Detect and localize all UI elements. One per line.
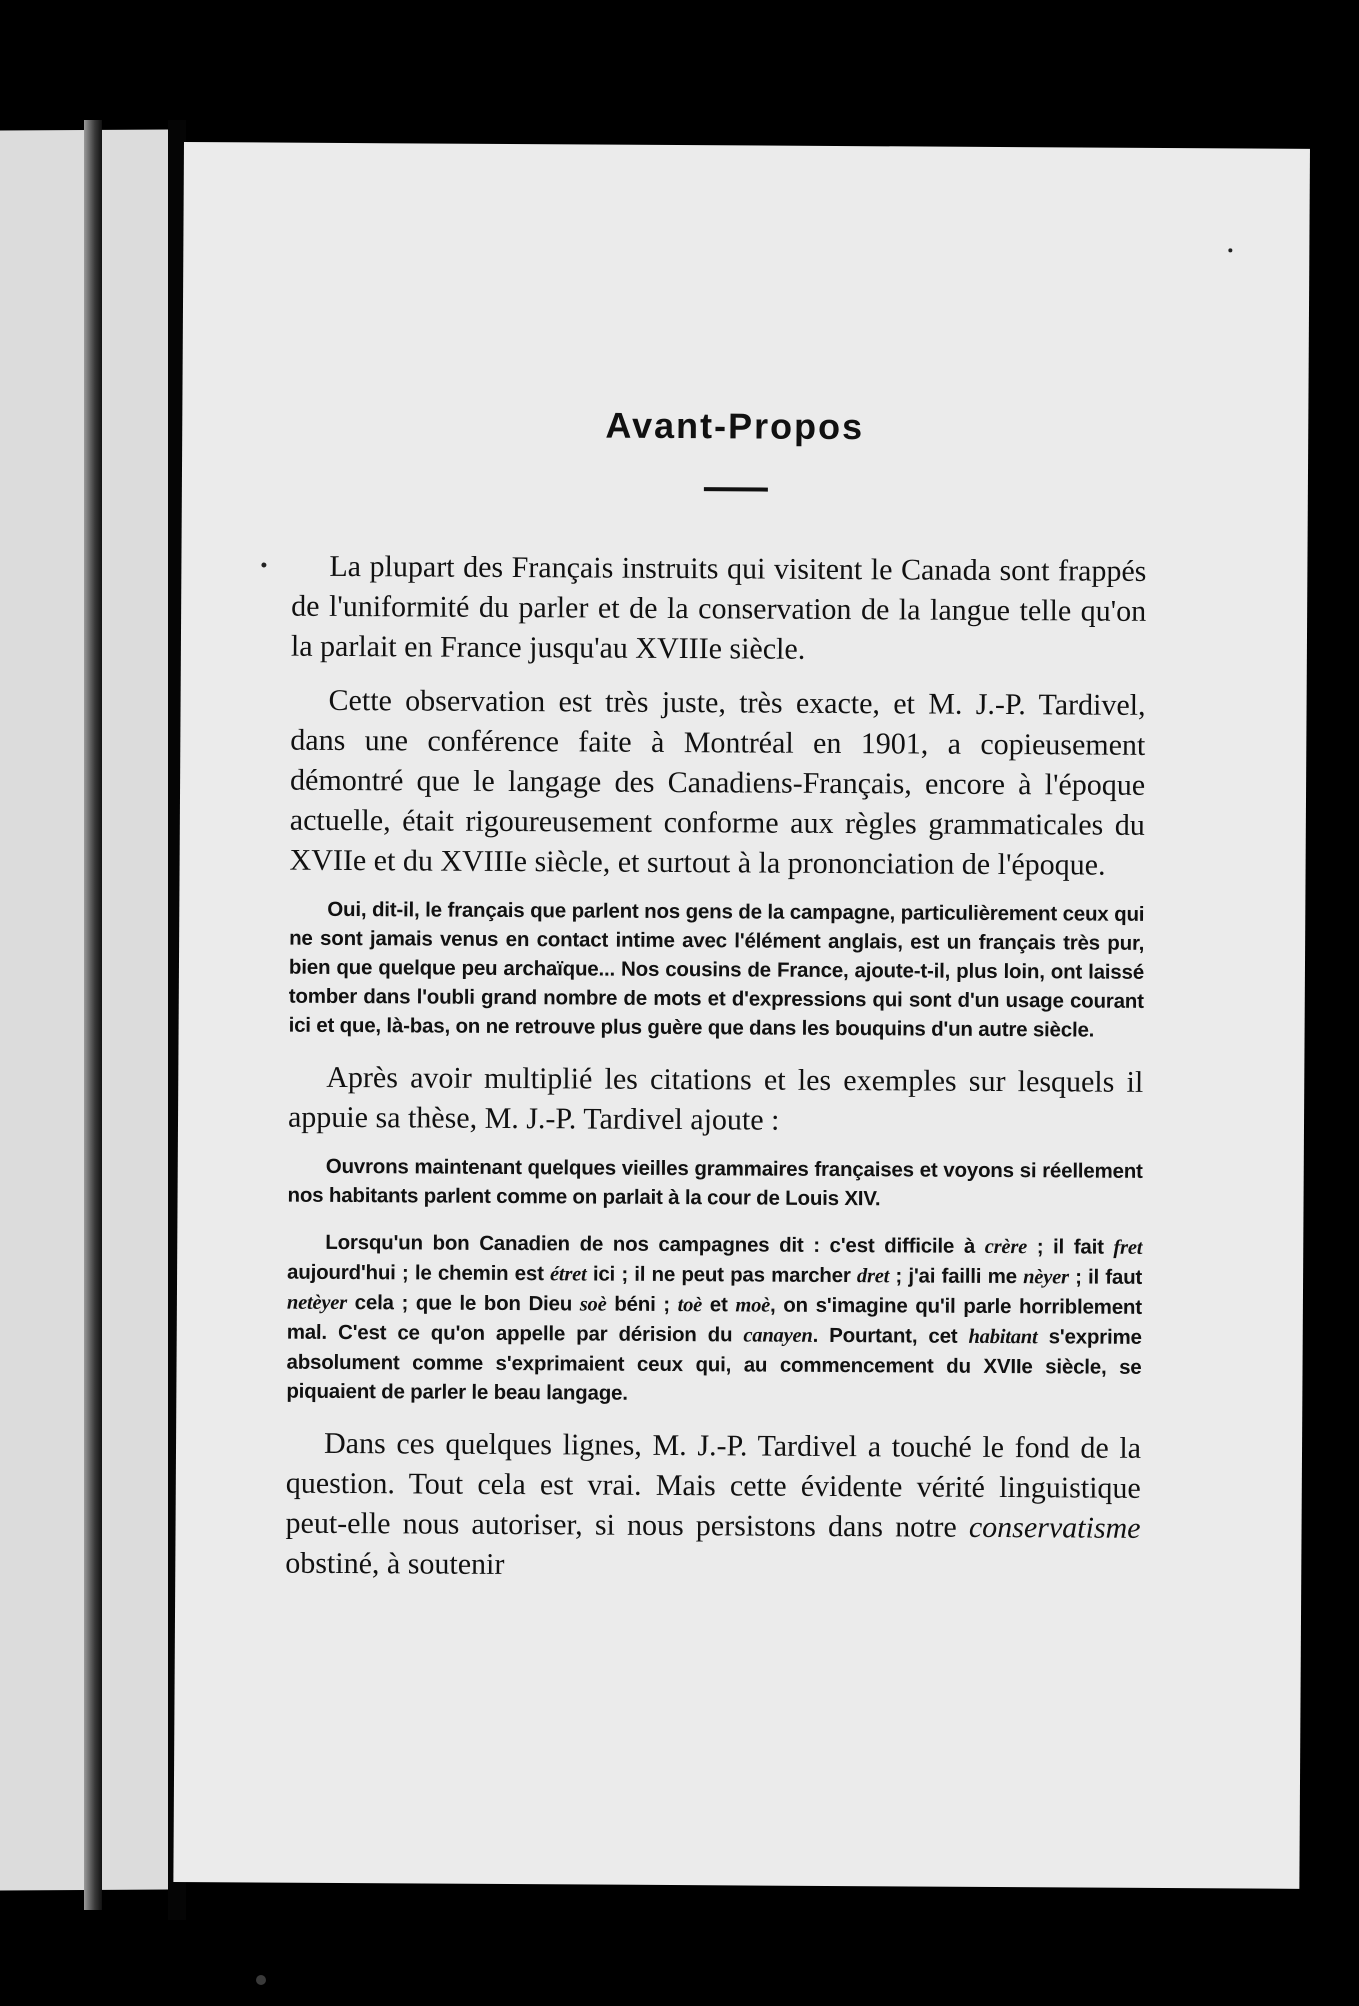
quote-text: ; j'ai failli me xyxy=(889,1264,1024,1289)
scan-artifact xyxy=(256,1975,266,1985)
quotation-1: Oui, dit-il, le français que parlent nos gens de la campagne, particulièrement ceux qui ne sont jamais venus en contact intime avec l'élément anglais, est un français très pur, bien que quelque peu archaïque... Nos cousins de France, ajoute-t-il, plus loin, ont laissé tomber dans l'oubli grand nombre de mots et d'expressions qui sont d'un usage courant ici et que, là-bas, on ne retrouve plus guère que dans les bouquins d'un autre siècle. xyxy=(288,897,1145,1042)
quote-text: et xyxy=(702,1293,736,1317)
paragraph-text: obstiné, à soutenir xyxy=(285,1546,505,1581)
dialect-word: canayen xyxy=(743,1324,813,1347)
quotation-3 xyxy=(286,1228,1142,1411)
paragraph-2: Cette observation est très juste, très exacte, et M. J.-P. Tardivel, dans une conférence faite à Montréal en 1901, a copieusement démontré que le langage des Canadiens-Français, encore à l'époque actuelle, était rigoureusement conforme aux règles grammaticales du XVIIe et du XVIIIe siècle, et surtout à la prononciation de l'époque. xyxy=(289,683,1146,882)
quote-text: aujourd'hui ; le chemin est xyxy=(287,1260,551,1286)
paragraph-text: Dans ces quelques lignes, M. J.-P. Tardivel a touché le fond de la question. Tout cela est vrai. Mais cette évidente vérité linguistique peut-elle nous autoriser, si nous persistons dans notre xyxy=(285,1426,1142,1544)
emphasized-word: conservatisme xyxy=(968,1510,1141,1545)
quote-text: . Pourtant, cet xyxy=(812,1323,969,1348)
quote-text: , on s'imagine qu'il parle horriblement mal. C'est ce qu'on appelle par dérision du xyxy=(286,1293,1142,1347)
quote-text: ; il faut xyxy=(1068,1265,1143,1289)
dialect-word: moè xyxy=(735,1294,771,1317)
paragraph-1: La plupart des Français instruits qui visitent le Canada sont frappés de l'uniformité du parler et de la conservation de la langue telle qu'on la parlait en France jusqu'au XVIIIe siècle. xyxy=(290,549,1147,666)
dialect-word: étret xyxy=(549,1263,587,1286)
dialect-word: toè xyxy=(677,1294,703,1317)
print-speck xyxy=(261,562,266,567)
page-title: Avant-Propos xyxy=(605,404,865,448)
quote-text: s'exprime absolument comme s'exprimaient ceux qui, au commencement du XVIIe siècle, se piquaient de parler le beau langage. xyxy=(286,1325,1142,1405)
quote-text: béni ; xyxy=(606,1292,678,1317)
dialect-word: crère xyxy=(984,1235,1028,1259)
book-spine-shadow xyxy=(84,120,102,1910)
quote-text: ici ; il ne peut pas marcher xyxy=(586,1262,858,1288)
print-speck xyxy=(1228,248,1232,252)
dialect-word: habitant xyxy=(968,1325,1038,1349)
page-text xyxy=(285,403,1147,1603)
title-rule xyxy=(703,487,767,491)
quote-text: ; il fait xyxy=(1026,1235,1114,1259)
quote-text: cela ; que le bon Dieu xyxy=(346,1291,580,1316)
dialect-word: dret xyxy=(856,1265,890,1288)
dialect-word: netèyer xyxy=(286,1291,348,1315)
dialect-word: soè xyxy=(579,1293,607,1316)
paragraph-4 xyxy=(285,1424,1141,1589)
paragraph-3: Après avoir multiplié les citations et les exemples sur lesquels il appuie sa thèse, M. J.-P. Tardivel ajoute : xyxy=(287,1060,1144,1137)
book-page xyxy=(173,142,1310,1889)
quote-text: Lorsqu'un bon Canadien de nos campagnes dit : c'est difficile à xyxy=(325,1230,985,1258)
quotation-2: Ouvrons maintenant quelques vieilles grammaires françaises et voyons si réellement nos habitants parlent comme on parlait à la cour de Louis XIV. xyxy=(287,1154,1143,1211)
dialect-word: fret xyxy=(1113,1236,1143,1259)
dialect-word: nèyer xyxy=(1023,1266,1069,1289)
